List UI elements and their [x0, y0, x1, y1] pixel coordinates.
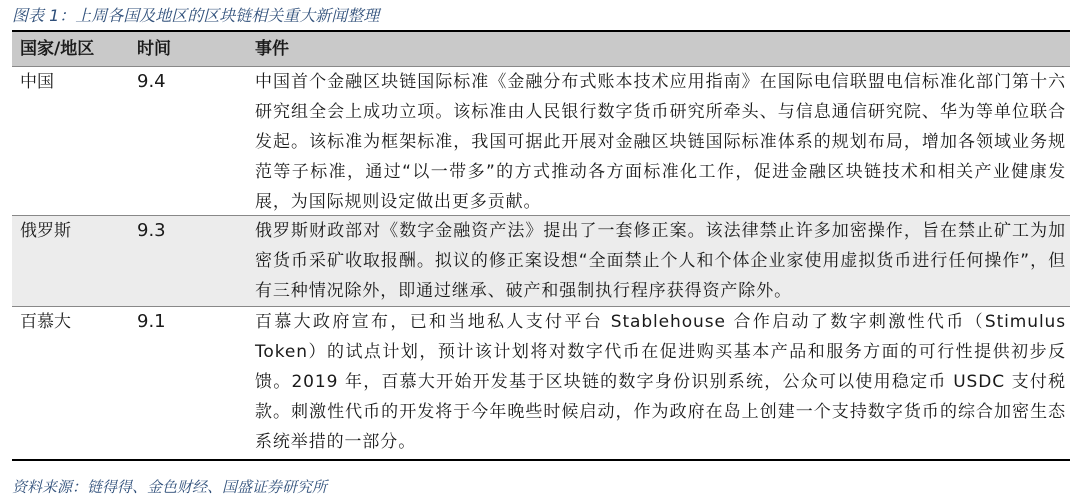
source-note: 资料来源：链得得、金色财经、国盛证券研究所 — [12, 478, 328, 496]
row-country: 百慕大 — [20, 312, 71, 332]
header-event: 事件 — [255, 39, 289, 59]
row-event: 中国首个金融区块链国际标准《金融分布式账本技术应用指南》在国际电信联盟电信标准化部门第十六研究组全会上成功立项。该标准由人民银行数字货币研究所牵头、与信息通信研究院、华为等单位联合发起。该标准为框架标准，我国可据此开展对金融区块链国际标准体系的规划布局，增加各领域业务规范等子标准，通过“以一带多”的方式推动各方面标准化工作，促进金融区块链技术和相关产业健康发展，为国际规则设定做出更多贡献。 — [255, 72, 1066, 212]
header-time: 时间 — [137, 39, 171, 59]
row-time: 9.1 — [137, 311, 166, 332]
row-event: 百慕大政府宣布，已和当地私人支付平台 Stablehouse 合作启动了数字刺激性代币（Stimulus Token）的试点计划，预计该计划将对数字代币在促进购买基本产品和服务方面的可行性提供初步反馈。2019 年，百慕大开始开发基于区块链的数字身份识别系统，公众可以使用稳定币 USDC 支付税款。刺激性代币的开发将于今年晚些时候启动，作为政府在岛上创建一个支持数字货币的综合加密生态系统举措的一部分。 — [255, 312, 1066, 452]
row-event: 俄罗斯财政部对《数字金融资产法》提出了一套修正案。该法律禁止许多加密操作，旨在禁止矿工为加密货币采矿收取报酬。拟议的修正案设想“全面禁止个人和个体企业家使用虚拟货币进行任何操作”，但有三种情况除外，即通过继承、破产和强制执行程序获得资产除外。 — [255, 221, 1066, 301]
row-country: 俄罗斯 — [20, 221, 71, 241]
news-table — [12, 30, 1070, 461]
table-caption: 图表 1：上周各国及地区的区块链相关重大新闻整理 — [12, 6, 380, 25]
table-row — [12, 307, 1070, 459]
table-header — [12, 32, 1070, 67]
header-country: 国家/地区 — [20, 39, 95, 59]
row-time: 9.3 — [137, 220, 166, 241]
table-row — [12, 216, 1070, 307]
row-country: 中国 — [20, 72, 54, 92]
table-row — [12, 67, 1070, 216]
row-time: 9.4 — [137, 71, 166, 92]
